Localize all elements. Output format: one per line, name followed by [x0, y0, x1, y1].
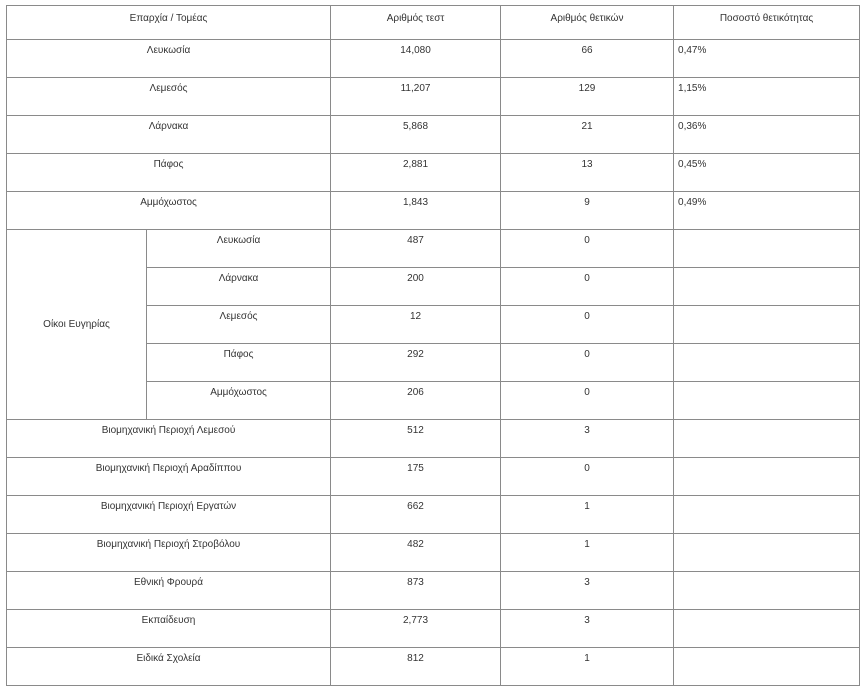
- tests-cell: 873: [331, 572, 501, 610]
- rate-cell: [674, 420, 860, 458]
- rate-cell: [674, 534, 860, 572]
- sector-name: Εκπαίδευση: [7, 610, 331, 648]
- positives-cell: 66: [501, 40, 674, 78]
- header-district: Επαρχία / Τομέας: [7, 6, 331, 40]
- tests-cell: 662: [331, 496, 501, 534]
- positives-cell: 0: [501, 268, 674, 306]
- table-row: [7, 496, 860, 534]
- tests-cell: 206: [331, 382, 501, 420]
- positives-cell: 0: [501, 458, 674, 496]
- tests-cell: 5,868: [331, 116, 501, 154]
- rate-cell: 0,36%: [674, 116, 860, 154]
- positives-cell: 13: [501, 154, 674, 192]
- rate-cell: [674, 496, 860, 534]
- district-name: Πάφος: [7, 154, 331, 192]
- tests-cell: 812: [331, 648, 501, 686]
- positives-cell: 0: [501, 382, 674, 420]
- rate-cell: 0,45%: [674, 154, 860, 192]
- rate-cell: [674, 344, 860, 382]
- positives-cell: 0: [501, 230, 674, 268]
- care-home-district: Πάφος: [147, 344, 331, 382]
- positives-cell: 0: [501, 344, 674, 382]
- rate-cell: 1,15%: [674, 78, 860, 116]
- positives-cell: 3: [501, 610, 674, 648]
- table-row: [7, 78, 860, 116]
- tests-cell: 482: [331, 534, 501, 572]
- sector-name: Βιομηχανική Περιοχή Εργατών: [7, 496, 331, 534]
- header-rate: Ποσοστό θετικότητας: [674, 6, 860, 40]
- care-home-district: Λευκωσία: [147, 230, 331, 268]
- positives-cell: 1: [501, 534, 674, 572]
- positives-cell: 3: [501, 572, 674, 610]
- table-row: [7, 534, 860, 572]
- rate-cell: [674, 610, 860, 648]
- sector-name: Εθνική Φρουρά: [7, 572, 331, 610]
- sector-name: Βιομηχανική Περιοχή Λεμεσού: [7, 420, 331, 458]
- table-row: [7, 610, 860, 648]
- header-tests: Αριθμός τεστ: [331, 6, 501, 40]
- care-home-district: Αμμόχωστος: [147, 382, 331, 420]
- tests-cell: 2,881: [331, 154, 501, 192]
- table-row: [7, 116, 860, 154]
- district-name: Λευκωσία: [7, 40, 331, 78]
- district-name: Αμμόχωστος: [7, 192, 331, 230]
- positives-cell: 0: [501, 306, 674, 344]
- table-row: [7, 572, 860, 610]
- positives-cell: 1: [501, 648, 674, 686]
- table-row: [7, 154, 860, 192]
- rate-cell: [674, 648, 860, 686]
- sector-name: Ειδικά Σχολεία: [7, 648, 331, 686]
- rate-cell: 0,49%: [674, 192, 860, 230]
- positives-cell: 3: [501, 420, 674, 458]
- table-row: [7, 230, 860, 268]
- care-home-district: Λεμεσός: [147, 306, 331, 344]
- table-row: [7, 648, 860, 686]
- table-row: [7, 420, 860, 458]
- rate-cell: [674, 230, 860, 268]
- tests-cell: 175: [331, 458, 501, 496]
- positives-cell: 9: [501, 192, 674, 230]
- tests-cell: 292: [331, 344, 501, 382]
- header-positives: Αριθμός θετικών: [501, 6, 674, 40]
- rate-cell: [674, 572, 860, 610]
- care-home-district: Λάρνακα: [147, 268, 331, 306]
- table-row: [7, 40, 860, 78]
- table-row: [7, 192, 860, 230]
- tests-cell: 200: [331, 268, 501, 306]
- rate-cell: 0,47%: [674, 40, 860, 78]
- tests-cell: 12: [331, 306, 501, 344]
- rate-cell: [674, 306, 860, 344]
- tests-cell: 1,843: [331, 192, 501, 230]
- tests-cell: 11,207: [331, 78, 501, 116]
- rate-cell: [674, 458, 860, 496]
- tests-cell: 2,773: [331, 610, 501, 648]
- table-row: [7, 458, 860, 496]
- care-homes-label: Οίκοι Ευγηρίας: [7, 230, 147, 420]
- tests-cell: 14,080: [331, 40, 501, 78]
- rate-cell: [674, 268, 860, 306]
- positives-cell: 129: [501, 78, 674, 116]
- district-name: Λεμεσός: [7, 78, 331, 116]
- rate-cell: [674, 382, 860, 420]
- positives-cell: 1: [501, 496, 674, 534]
- sector-name: Βιομηχανική Περιοχή Αραδίππου: [7, 458, 331, 496]
- tests-cell: 487: [331, 230, 501, 268]
- district-name: Λάρνακα: [7, 116, 331, 154]
- sector-name: Βιομηχανική Περιοχή Στροβόλου: [7, 534, 331, 572]
- tests-cell: 512: [331, 420, 501, 458]
- positivity-table: [6, 5, 860, 686]
- positives-cell: 21: [501, 116, 674, 154]
- table-header-row: [7, 6, 860, 40]
